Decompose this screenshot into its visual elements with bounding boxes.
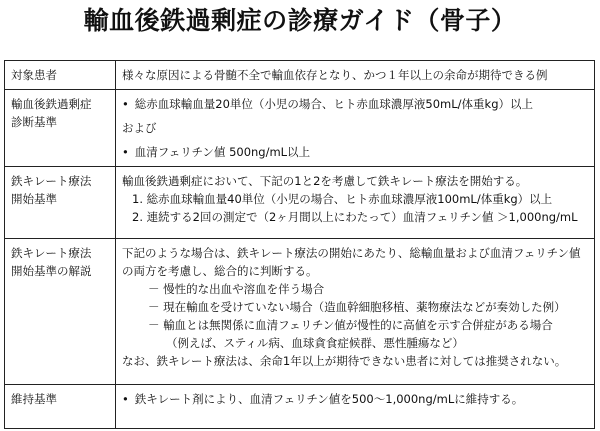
dash-item: － 慢性的な出血や溶血を伴う場合 (148, 282, 325, 296)
table-row (5, 239, 595, 385)
row-label-maintenance-criteria: 維持基準 (5, 385, 116, 429)
content-line: 様々な原因による骨髄不全で輸血依存となり、かつ１年以上の余命が期待できる例 (122, 68, 548, 82)
dash-item: － 現在輸血を受けていない場合（造血幹細胞移植、薬物療法などが奏効した例） (148, 300, 566, 314)
content-line: 下記のような場合は、鉄キレート療法の開始にあたり、総輸血量および血清フェリチン値 (122, 246, 581, 260)
label-line: 開始基準 (11, 192, 57, 206)
content-line: （例えば、スティル病、血球貪食症候群、悪性腫瘍など） (166, 336, 464, 350)
table-row (5, 61, 595, 90)
row-label-diagnostic-criteria (5, 90, 116, 167)
row-label-start-criteria-notes (5, 239, 116, 385)
numbered-item: 2. 連続する2回の測定で（2ヶ月間以上にわたって）血清フェリチン値 ＞1,000ng/mL (132, 210, 578, 224)
row-content-target-patients (116, 61, 595, 90)
guideline-table (4, 60, 595, 429)
row-label-target-patients: 対象患者 (5, 61, 116, 90)
bullet-item: • 総赤血球輸血量20単位（小児の場合、ヒト赤血球濃厚液50mL/体重kg）以上 (122, 95, 588, 113)
row-content-start-criteria (116, 167, 595, 239)
table-row (5, 385, 595, 429)
label-line: 鉄キレート療法 (11, 174, 92, 188)
table-row (5, 90, 595, 167)
label-line: 輸血後鉄過剰症 (11, 97, 92, 111)
dash-item: － 輸血とは無関係に血清フェリチン値が慢性的に高値を示す合併症がある場合 (148, 318, 553, 332)
content-line: の両方を考慮し、総合的に判断する。 (122, 264, 318, 278)
bullet-item: • 血清フェリチン値 500ng/mL以上 (122, 143, 588, 161)
row-content-start-criteria-notes (116, 239, 595, 385)
page-title: 輸血後鉄過剰症の診療ガイド（骨子） (83, 6, 517, 35)
content-line: 輸血後鉄過剰症において、下記の1と2を考慮して鉄キレート療法を開始する。 (122, 174, 528, 188)
label-line: 診断基準 (11, 115, 57, 129)
bullet-item: • 鉄キレート剤により、血清フェリチン値を500〜1,000ng/mLに維持する。 (122, 390, 588, 408)
row-content-maintenance-criteria (116, 385, 595, 429)
numbered-item: 1. 総赤血球輸血量40単位（小児の場合、ヒト赤血球濃厚液100mL/体重kg）以上 (132, 192, 553, 206)
label-line: 鉄キレート療法 (11, 246, 92, 260)
row-label-start-criteria (5, 167, 116, 239)
table-row (5, 167, 595, 239)
label-line: 開始基準の解説 (11, 264, 92, 278)
content-line: なお、鉄キレート療法は、余命1年以上が期待できない患者に対しては推奨されない。 (122, 354, 567, 368)
row-content-diagnostic-criteria (116, 90, 595, 167)
content-line: および (122, 121, 157, 135)
